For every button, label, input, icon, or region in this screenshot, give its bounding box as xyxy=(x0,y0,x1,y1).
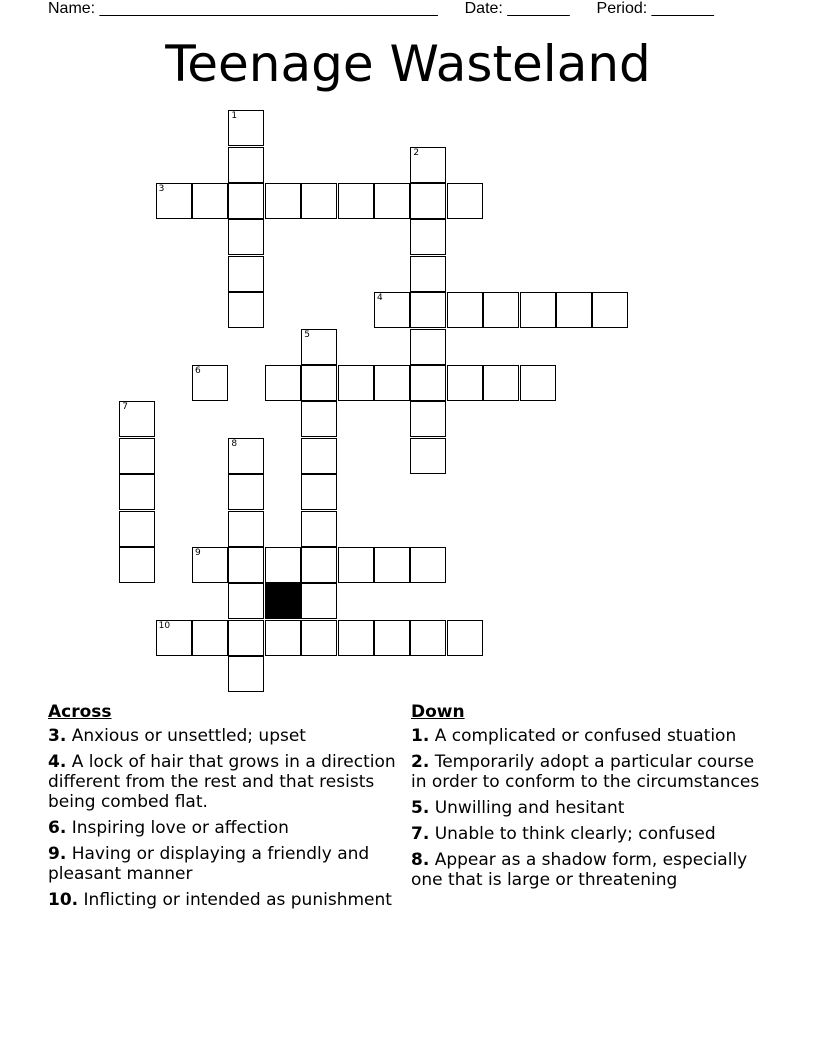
grid-cell[interactable] xyxy=(301,583,337,619)
clue-down-1: 1. A complicated or confused stuation xyxy=(411,726,737,746)
grid-cell[interactable] xyxy=(156,620,192,656)
grid-cell[interactable] xyxy=(228,183,264,219)
clue-number: 9 xyxy=(195,548,201,558)
grid-cell[interactable] xyxy=(374,292,410,328)
grid-cell[interactable] xyxy=(119,438,155,474)
grid-cell[interactable] xyxy=(410,219,446,255)
grid-cell[interactable] xyxy=(265,365,301,401)
clue-down-8: 8. Appear as a shadow form, especially one that is large or threatening xyxy=(411,850,748,890)
grid-cell[interactable] xyxy=(338,365,374,401)
grid-cell[interactable] xyxy=(447,365,483,401)
grid-cell[interactable] xyxy=(119,401,155,437)
grid-cell[interactable] xyxy=(228,474,264,510)
grid-cell[interactable] xyxy=(374,620,410,656)
grid-cell[interactable] xyxy=(410,183,446,219)
clue-number: 8 xyxy=(231,438,238,449)
grid-cell[interactable] xyxy=(192,547,228,583)
grid-cell[interactable] xyxy=(520,292,556,328)
grid-cell[interactable] xyxy=(228,219,264,255)
grid-cell[interactable] xyxy=(265,183,301,219)
clue-number: 7 xyxy=(122,402,128,413)
grid-cell[interactable] xyxy=(338,183,374,219)
grid-cell[interactable] xyxy=(483,365,519,401)
grid-cell[interactable] xyxy=(410,401,446,437)
down-heading: Down xyxy=(411,702,465,722)
grid-block xyxy=(265,583,301,619)
grid-cell[interactable] xyxy=(265,620,301,656)
grid-cell[interactable] xyxy=(301,511,337,547)
grid-cell[interactable] xyxy=(228,147,264,183)
grid-cell[interactable] xyxy=(410,292,446,328)
clue-number: 1 xyxy=(231,111,238,122)
grid-cell[interactable] xyxy=(338,547,374,583)
grid-cell[interactable] xyxy=(301,365,337,401)
grid-cell[interactable] xyxy=(301,438,337,474)
clue-across-6: 6. Inspiring love or affection xyxy=(48,818,289,838)
clue-number: 3 xyxy=(158,184,165,194)
grid-cell[interactable] xyxy=(228,438,264,474)
clue-number: 6 xyxy=(195,366,201,376)
grid-cell[interactable] xyxy=(301,474,337,510)
clue-across-3: 3. Anxious or unsettled; upset xyxy=(48,726,306,746)
grid-cell[interactable] xyxy=(520,365,556,401)
grid-cell[interactable] xyxy=(228,620,264,656)
clue-number: 2 xyxy=(413,147,420,158)
grid-cell[interactable] xyxy=(410,620,446,656)
puzzle-title: Teenage Wasteland xyxy=(165,35,651,93)
grid-cell[interactable] xyxy=(301,620,337,656)
grid-cell[interactable] xyxy=(374,365,410,401)
grid-cell[interactable] xyxy=(374,183,410,219)
grid-cell[interactable] xyxy=(410,256,446,292)
date-field-label: Date: _______ xyxy=(464,0,570,17)
grid-cell[interactable] xyxy=(301,547,337,583)
grid-cell[interactable] xyxy=(301,183,337,219)
grid-cell[interactable] xyxy=(556,292,592,328)
grid-cell[interactable] xyxy=(119,547,155,583)
grid-cell[interactable] xyxy=(447,292,483,328)
name-field-label: Name: ______________________________________ xyxy=(48,0,438,17)
down-clues xyxy=(411,702,771,896)
grid-cell[interactable] xyxy=(592,292,628,328)
grid-cell[interactable] xyxy=(228,110,264,146)
grid-cell[interactable] xyxy=(192,620,228,656)
grid-cell[interactable] xyxy=(192,183,228,219)
clue-number: 4 xyxy=(377,293,383,304)
grid-cell[interactable] xyxy=(228,547,264,583)
clue-number: 5 xyxy=(304,329,310,340)
grid-cell[interactable] xyxy=(483,292,519,328)
across-clues xyxy=(48,702,408,916)
grid-cell[interactable] xyxy=(410,365,446,401)
grid-cell[interactable] xyxy=(156,183,192,219)
grid-cell[interactable] xyxy=(192,365,228,401)
clue-across-10: 10. Inflicting or intended as punishment xyxy=(48,890,392,910)
across-heading: Across xyxy=(48,702,112,722)
grid-cell[interactable] xyxy=(447,183,483,219)
grid-cell[interactable] xyxy=(228,583,264,619)
clue-down-5: 5. Unwilling and hesitant xyxy=(411,798,625,818)
period-field-label: Period: _______ xyxy=(596,0,714,17)
grid-cell[interactable] xyxy=(228,656,264,692)
grid-cell[interactable] xyxy=(228,511,264,547)
grid-cell[interactable] xyxy=(410,147,446,183)
grid-cell[interactable] xyxy=(410,547,446,583)
grid-cell[interactable] xyxy=(447,620,483,656)
grid-cell[interactable] xyxy=(228,292,264,328)
grid-cell[interactable] xyxy=(265,547,301,583)
grid-cell[interactable] xyxy=(301,401,337,437)
grid-cell[interactable] xyxy=(301,329,337,365)
clue-down-7: 7. Unable to think clearly; confused xyxy=(411,824,716,844)
grid-cell[interactable] xyxy=(410,438,446,474)
grid-cell[interactable] xyxy=(338,620,374,656)
clue-down-2: 2. Temporarily adopt a particular course in order to conform to the circumstances xyxy=(411,752,760,792)
clue-across-9: 9. Having or displaying a friendly and pleasant manner xyxy=(48,844,370,884)
worksheet-header xyxy=(48,0,748,18)
grid-cell[interactable] xyxy=(119,511,155,547)
grid-cell[interactable] xyxy=(228,256,264,292)
clue-across-4: 4. A lock of hair that grows in a direction different from the rest and that resists being combed flat. xyxy=(48,752,396,812)
grid-cell[interactable] xyxy=(410,329,446,365)
clue-number: 10 xyxy=(158,620,171,631)
grid-cell[interactable] xyxy=(374,547,410,583)
grid-cell[interactable] xyxy=(119,474,155,510)
